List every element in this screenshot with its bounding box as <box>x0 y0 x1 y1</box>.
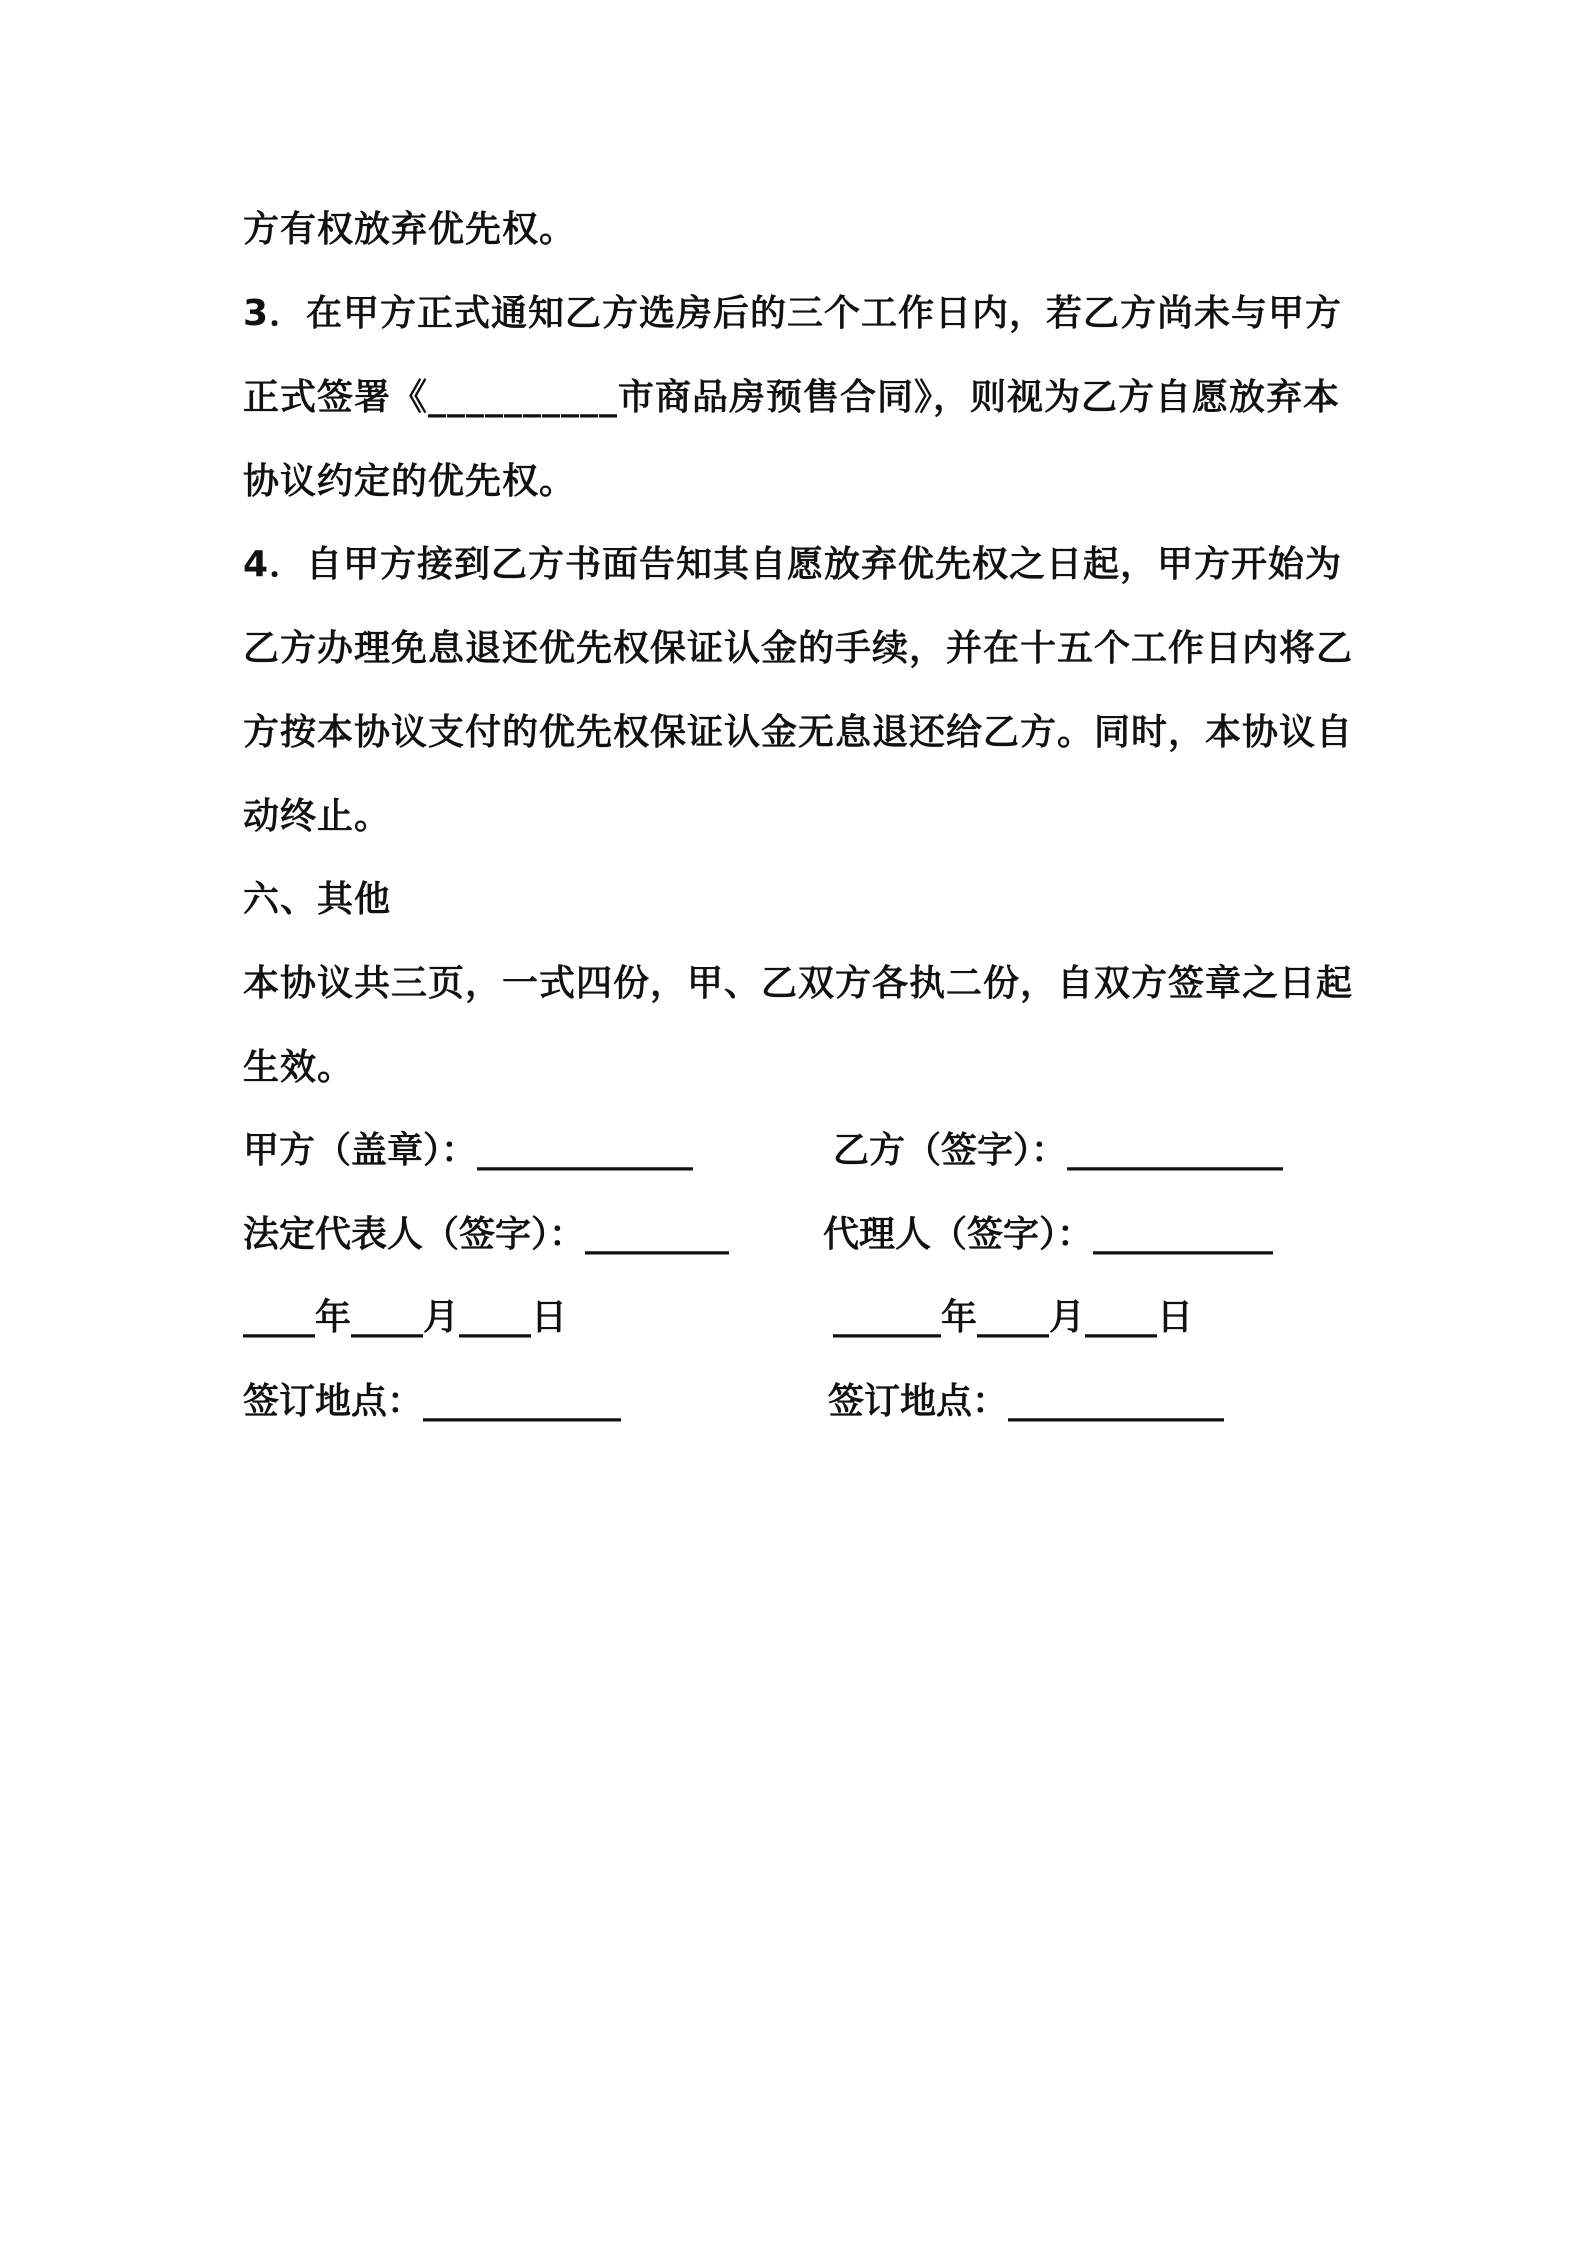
party-a-representative-field: 法定代表人（签字）：________ <box>243 1214 730 1255</box>
body-line-6: 乙方办理免息退还优先权保证认金的手续，并在十五个工作日内将乙 <box>243 628 1354 669</box>
body-line-1: 方有权放弃优先权。 <box>243 209 577 250</box>
body-line-4: 协议约定的优先权。 <box>243 461 577 502</box>
party-b-signature-field: 乙方（签字）：____________ <box>833 1130 1284 1171</box>
section-heading-other: 六、其他 <box>243 879 392 920</box>
body-line-7: 方按本协议支付的优先权保证认金无息退还给乙方。同时，本协议自 <box>243 712 1354 753</box>
party-b-date-field: ______年____月____日 <box>833 1297 1193 1338</box>
party-a-seal-field: 甲方（盖章）：____________ <box>243 1130 694 1171</box>
body-line-2: 3．在甲方正式通知乙方选房后的三个工作日内，若乙方尚未与甲方 <box>243 293 1343 334</box>
party-b-place-field: 签订地点：____________ <box>828 1381 1225 1422</box>
body-line-3: 正式签署《__________市商品房预售合同》，则视为乙方自愿放弃本 <box>243 377 1341 418</box>
party-a-date-field: ____年____月____日 <box>243 1297 568 1338</box>
body-line-11: 生效。 <box>243 1047 355 1088</box>
body-line-8: 动终止。 <box>243 796 392 837</box>
party-b-agent-field: 代理人（签字）：__________ <box>823 1214 1274 1255</box>
body-line-5: 4．自甲方接到乙方书面告知其自愿放弃优先权之日起，甲方开始为 <box>243 544 1343 585</box>
party-a-place-field: 签订地点：___________ <box>243 1381 622 1422</box>
body-line-10: 本协议共三页，一式四份，甲、乙双方各执二份，自双方签章之日起 <box>243 963 1354 1004</box>
